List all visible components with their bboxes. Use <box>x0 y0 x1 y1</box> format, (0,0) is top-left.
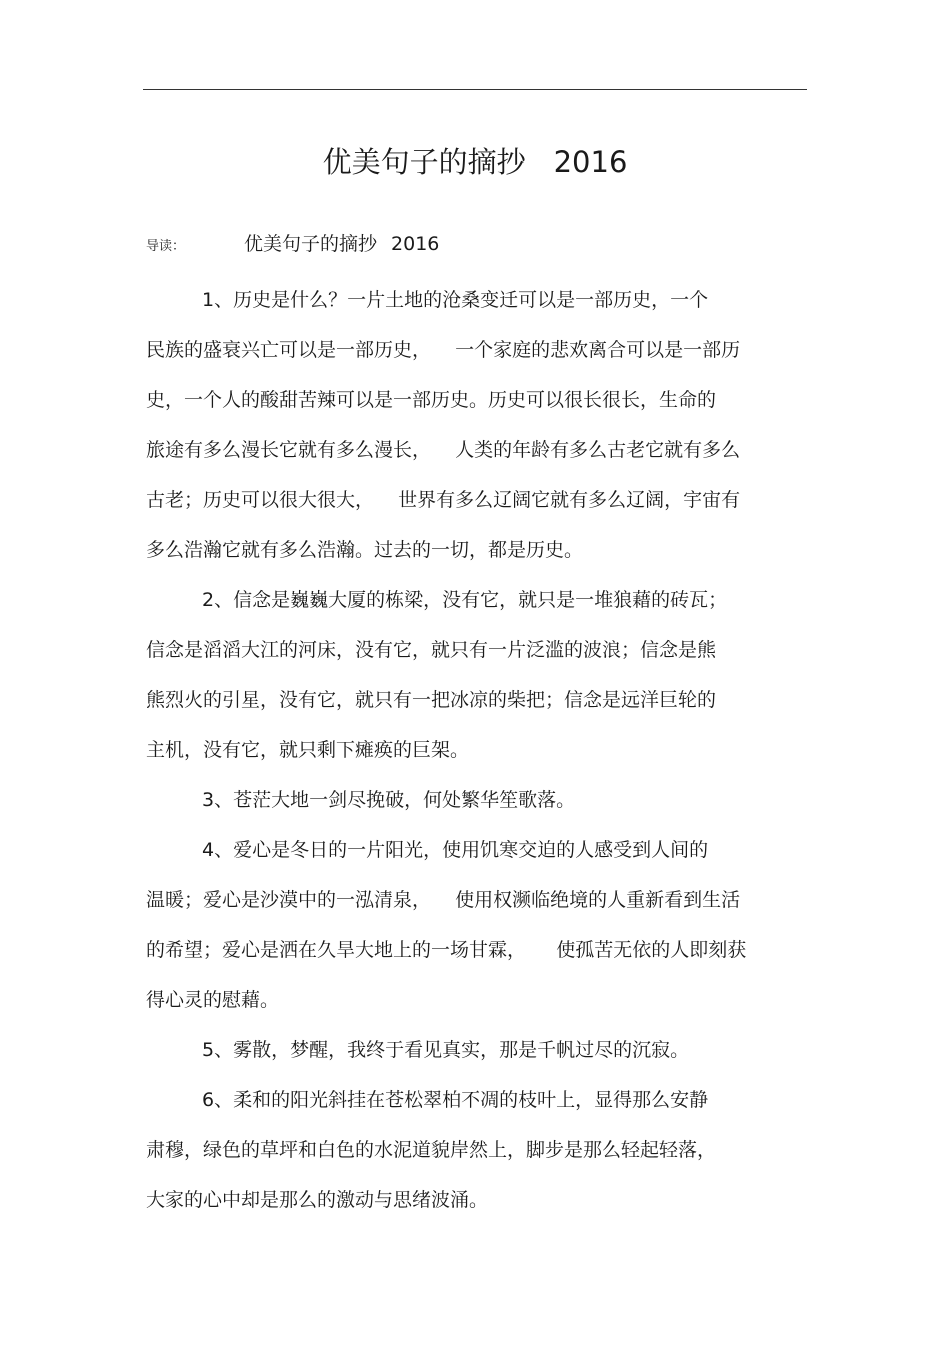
paragraph-line: 大家的心中却是那么的激动与思绪波涌。 <box>146 1189 489 1211</box>
paragraph-line: 2、信念是巍巍大厦的栋梁，没有它，就只是一堆狼藉的砖瓦； <box>202 589 728 611</box>
paragraph-line: 主机，没有它，就只剩下瘫痪的巨架。 <box>146 739 470 761</box>
paragraph-line: 史，一个人的酸甜苦辣可以是一部历史。历史可以很长很长，生命的 <box>146 389 717 411</box>
paragraph-line: 温暖；爱心是沙漠中的一泓清泉， 使用权濒临绝境的人重新看到生活 <box>146 889 741 911</box>
lead-line <box>146 228 439 260</box>
paragraph-line: 4、爱心是冬日的一片阳光，使用饥寒交迫的人感受到人间的 <box>202 839 709 861</box>
paragraph-line: 5、雾散，梦醒，我终于看见真实，那是千帆过尽的沉寂。 <box>202 1039 690 1061</box>
title-text: 优美句子的摘抄 <box>322 145 526 179</box>
paragraph <box>146 825 806 1025</box>
paragraph-line: 肃穆，绿色的草坪和白色的水泥道貌岸然上，脚步是那么轻起轻落， <box>146 1139 717 1161</box>
lead-title-year: 2016 <box>391 233 440 255</box>
paragraph-line: 多么浩瀚它就有多么浩瀚。过去的一切，都是历史。 <box>146 539 584 561</box>
lead-label: 导读： <box>146 239 186 254</box>
paragraph <box>146 1025 806 1075</box>
paragraph-line: 6、柔和的阳光斜挂在苍松翠柏不凋的枝叶上，显得那么安静 <box>202 1089 709 1111</box>
title-year: 2016 <box>553 145 628 179</box>
header-rule <box>143 89 807 90</box>
paragraph-line: 民族的盛衰兴亡可以是一部历史， 一个家庭的悲欢离合可以是一部历 <box>146 339 741 361</box>
paragraph <box>146 1075 806 1225</box>
paragraph-line: 得心灵的慰藉。 <box>146 989 280 1011</box>
lead-title-text: 优美句子的摘抄 <box>244 233 378 255</box>
paragraph <box>146 575 806 775</box>
paragraph <box>146 775 806 825</box>
paragraph-line: 古老；历史可以很大很大， 世界有多么辽阔它就有多么辽阔，宇宙有 <box>146 489 741 511</box>
paragraph-line: 熊烈火的引星，没有它，就只有一把冰凉的柴把；信念是远洋巨轮的 <box>146 689 717 711</box>
paragraph-line: 旅途有多么漫长它就有多么漫长， 人类的年龄有多么古老它就有多么 <box>146 439 741 461</box>
paragraph <box>146 275 806 575</box>
document-title <box>0 140 950 184</box>
document-body <box>146 275 806 1225</box>
paragraph-line: 信念是滔滔大江的河床，没有它，就只有一片泛滥的波浪；信念是熊 <box>146 639 717 661</box>
paragraph-line: 3、苍茫大地一剑尽挽破，何处繁华笙歌落。 <box>202 789 576 811</box>
paragraph-line: 1、历史是什么？一片土地的沧桑变迁可以是一部历史，一个 <box>202 289 709 311</box>
lead-title <box>244 233 439 255</box>
paragraph-line: 的希望；爱心是洒在久旱大地上的一场甘霖， 使孤苦无依的人即刻获 <box>146 939 747 961</box>
